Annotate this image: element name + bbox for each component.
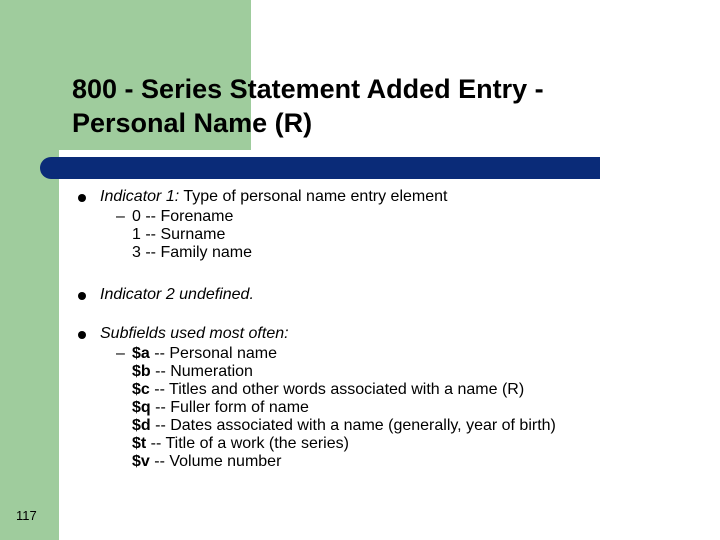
bullet-subfields bbox=[78, 325, 698, 343]
subfield-item bbox=[132, 381, 698, 399]
subfield-item bbox=[132, 453, 698, 471]
sub-list-indicator-1 bbox=[78, 208, 698, 262]
slide-title bbox=[72, 72, 692, 140]
slide-content bbox=[78, 188, 698, 471]
subfield-desc: -- Numeration bbox=[150, 363, 253, 380]
subfield-desc: -- Fuller form of name bbox=[150, 399, 309, 416]
slide-title-line-2: Personal Name (R) bbox=[72, 108, 313, 138]
sub-item: 1 -- Surname bbox=[132, 226, 226, 243]
subfield-item bbox=[132, 345, 698, 363]
bullet-text: Type of personal name entry element bbox=[179, 188, 448, 205]
subfield-desc: -- Dates associated with a name (generally, year of birth) bbox=[150, 417, 556, 434]
slide-title-line-1: 800 - Series Statement Added Entry - bbox=[72, 74, 544, 104]
dash-icon: – bbox=[116, 345, 125, 362]
bullet-indicator-1 bbox=[78, 188, 698, 206]
subfield-code: $t bbox=[132, 435, 147, 452]
bullet-label: Indicator 1: bbox=[100, 188, 180, 205]
page-number: 117 bbox=[16, 508, 37, 523]
bullet-indicator-2 bbox=[78, 286, 698, 304]
subfield-desc: -- Volume number bbox=[149, 453, 282, 470]
subfield-code: $c bbox=[132, 381, 150, 398]
subfield-code: $a bbox=[132, 345, 150, 362]
title-rule bbox=[59, 157, 600, 179]
subfield-desc: -- Personal name bbox=[149, 345, 277, 362]
subfield-item bbox=[132, 399, 698, 417]
bullet-label: Subfields used most often: bbox=[100, 325, 289, 342]
subfield-item bbox=[132, 417, 698, 435]
bullet-dot-icon bbox=[78, 331, 86, 339]
subfield-code: $q bbox=[132, 399, 151, 416]
sub-item: 0 -- Forename bbox=[132, 208, 234, 225]
dash-icon: – bbox=[116, 208, 125, 225]
subfield-desc: -- Title of a work (the series) bbox=[146, 435, 349, 452]
subfield-desc: -- Titles and other words associated with a name (R) bbox=[149, 381, 525, 398]
bullet-label: Indicator 2 undefined. bbox=[100, 286, 254, 303]
subfield-code: $b bbox=[132, 363, 151, 380]
background-green-left bbox=[0, 0, 59, 540]
subfield-code: $d bbox=[132, 417, 151, 434]
subfield-item bbox=[132, 435, 698, 453]
sub-item: 3 -- Family name bbox=[132, 244, 253, 261]
bullet-dot-icon bbox=[78, 194, 86, 202]
subfield-code: $v bbox=[132, 453, 150, 470]
bullet-dot-icon bbox=[78, 292, 86, 300]
sub-list-subfields bbox=[78, 345, 698, 471]
subfield-item bbox=[132, 363, 698, 381]
